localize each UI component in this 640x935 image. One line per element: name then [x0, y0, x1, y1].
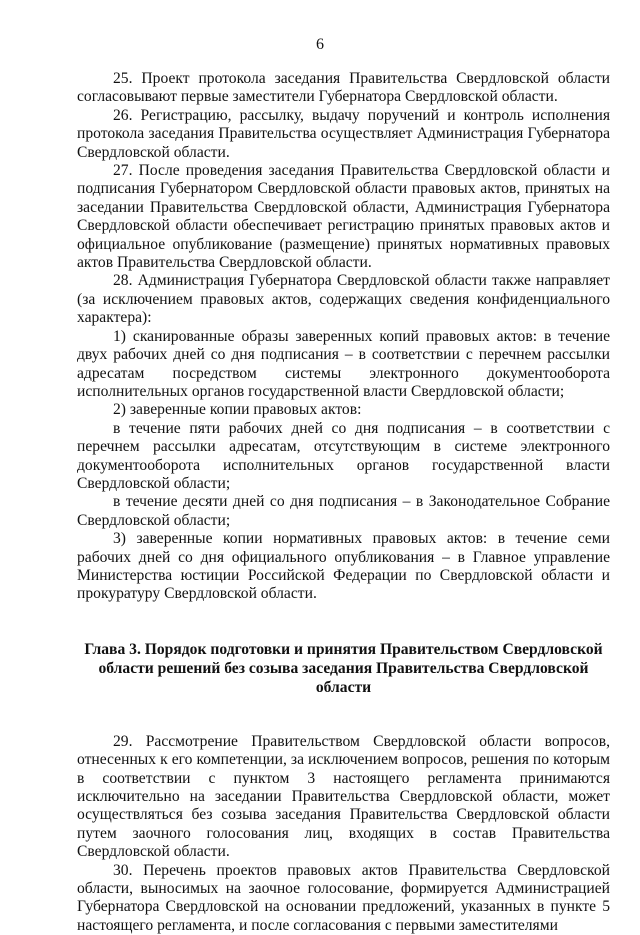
paragraph-26: 26. Регистрацию, рассылку, выдачу поручений и контроль исполнения протокола заседания Правительства осуществляет Администрация Губернатора Свердловской области. — [77, 106, 610, 161]
chapter-title: Глава 3. Порядок подготовки и принятия Правительством Свердловской области решений без созыва заседания Правительства Свердловской области — [84, 640, 603, 696]
paragraph-28-item-2: 2) заверенные копии правовых актов: — [113, 401, 362, 419]
paragraph-27: 27. После проведения заседания Правительства Свердловской области и подписания Губернатором Свердловской области правовых актов, принятых на заседании Правительства Свердловской области, Администрация Губернатора Свердловской области обеспечивает регистрацию принятых правовых актов и официальное опубликование (размещение) принятых нормативных правовых актов Правительства Свердловской области. — [77, 162, 610, 272]
paragraph-30: 30. Перечень проектов правовых актов Правительства Свердловской области, выносимых на заочное голосование, формируется Администрацией Губернатора Свердловской на основании предложений, указанных в пункте 5 настоящего регламента, и после согласования с первыми заместителями — [77, 861, 610, 934]
page-number: 6 — [316, 36, 324, 53]
paragraph-29: 29. Рассмотрение Правительством Свердловской области вопросов, отнесенных к его компетенции, за исключением вопросов, решения по которым в соответствии с пунктом 3 настоящего регламента принимаются исключительно на заседании Правительства Свердловской области, может осуществляться без созыва заседания Правительства Свердловской области путем заочного голосования лиц, входящих в состав Правительства Свердловской области. — [77, 732, 610, 861]
paragraph-25: 25. Проект протокола заседания Правительства Свердловской области согласовывают первые заместители Губернатора Свердловской области. — [77, 70, 610, 106]
section-spacer — [77, 697, 610, 733]
paragraph-28: 28. Администрация Губернатора Свердловской области также направляет (за исключением правовых актов, содержащих сведения конфиденциального характера): — [77, 272, 610, 327]
paragraph-28-item-1: 1) сканированные образы заверенных копий правовых актов: в течение двух рабочих дней со дня подписания – в соответствии с перечнем рассылки адресатам посредством системы электронного документооборота исполнительных органов государственной власти Свердловской области; — [77, 327, 610, 400]
paragraph-28-item-2-a: в течение пяти рабочих дней со дня подписания – в соответствии с перечнем рассылки адресатам, отсутствующим в системе электронного документооборота исполнительных органов государственной власти Свердловской области; — [77, 419, 610, 492]
document-body — [77, 70, 610, 935]
paragraph-28-item-3: 3) заверенные копии нормативных правовых актов: в течение семи рабочих дней со дня официального опубликования – в Главное управление Министерства юстиции Российской Федерации по Свердловской области и прокуратуру Свердловской области. — [77, 530, 610, 603]
paragraph-28-item-2-b: в течение десяти дней со дня подписания – в Законодательное Собрание Свердловской области; — [77, 493, 610, 529]
